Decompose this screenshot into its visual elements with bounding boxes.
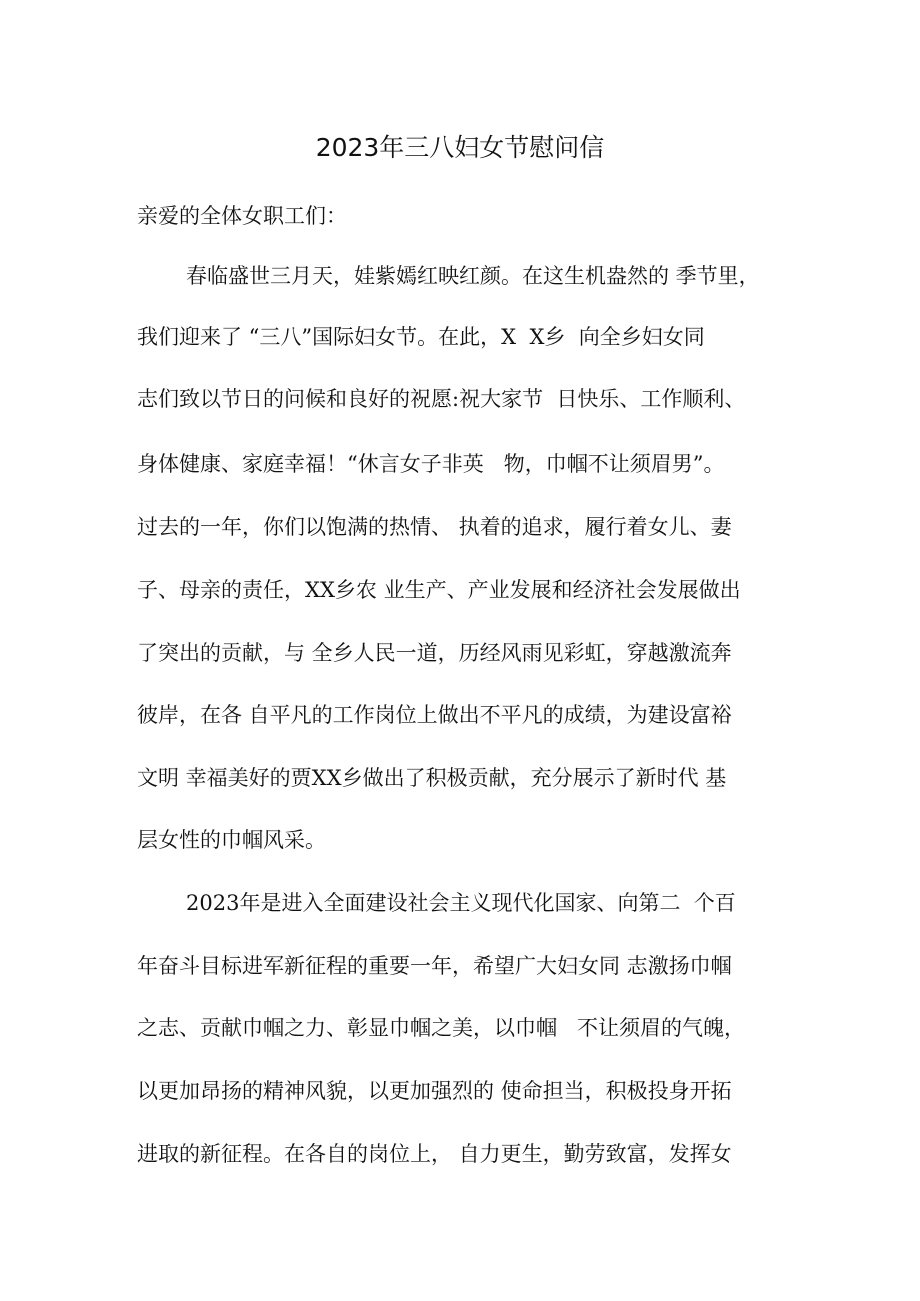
paragraph-1-line-4: 身体健康、家庭幸福！“休言女子非英 物，巾帼不让须眉男”。 <box>137 452 725 476</box>
paragraph-1-line-10: 层女性的巾帼风采。 <box>137 828 326 852</box>
salutation: 亲爱的全体女职工们： <box>137 204 347 228</box>
paragraph-1-line-7: 了突出的贡献，与 全乡人民一道，历经风雨见彩虹，穿越激流奔 <box>137 641 732 665</box>
paragraph-1-line-9: 文明 幸福美好的贾XX乡做出了积极贡献，充分展示了新时代 基 <box>137 766 727 790</box>
paragraph-1-line-6: 子、母亲的责任，XX乡农 业生产、产业发展和经济社会发展做出 <box>137 578 741 602</box>
paragraph-1-line-8: 彼岸，在各 自平凡的工作岗位上做出不平凡的成绩，为建设富裕 <box>137 703 732 727</box>
paragraph-1-line-2: 我们迎来了 “三八”国际妇女节。在此，X X乡 向全乡妇女同 <box>137 325 705 349</box>
paragraph-1-line-1: 春临盛世三月天，娃紫嫣红映红颜。在这生机盎然的 季节里， <box>186 264 760 288</box>
paragraph-2-line-3: 之志、贡献巾帼之力、彰显巾帼之美，以巾帼 不让须眉的气魄， <box>137 1016 746 1040</box>
paragraph-2-line-2: 年奋斗目标进军新征程的重要一年，希望广大妇女同 志激扬巾帼 <box>137 954 732 978</box>
document-title: 2023年三八妇女节慰问信 <box>315 133 605 162</box>
paragraph-2-line-4: 以更加昂扬的精神风貌，以更加强烈的 使命担当，积极投身开拓 <box>137 1079 732 1103</box>
paragraph-2-line-5: 进取的新征程。在各自的岗位上， 自力更生，勤劳致富，发挥女 <box>137 1142 732 1166</box>
paragraph-1-line-3: 志们致以节日的问候和良好的祝愿:祝大家节 日快乐、工作顺利、 <box>137 387 746 411</box>
paragraph-2-line-1: 2023年是进入全面建设社会主义现代化国家、向第二 个百 <box>186 891 736 915</box>
paragraph-1-line-5: 过去的一年，你们以饱满的热情、 执着的追求，履行着女儿、妻 <box>137 515 732 539</box>
